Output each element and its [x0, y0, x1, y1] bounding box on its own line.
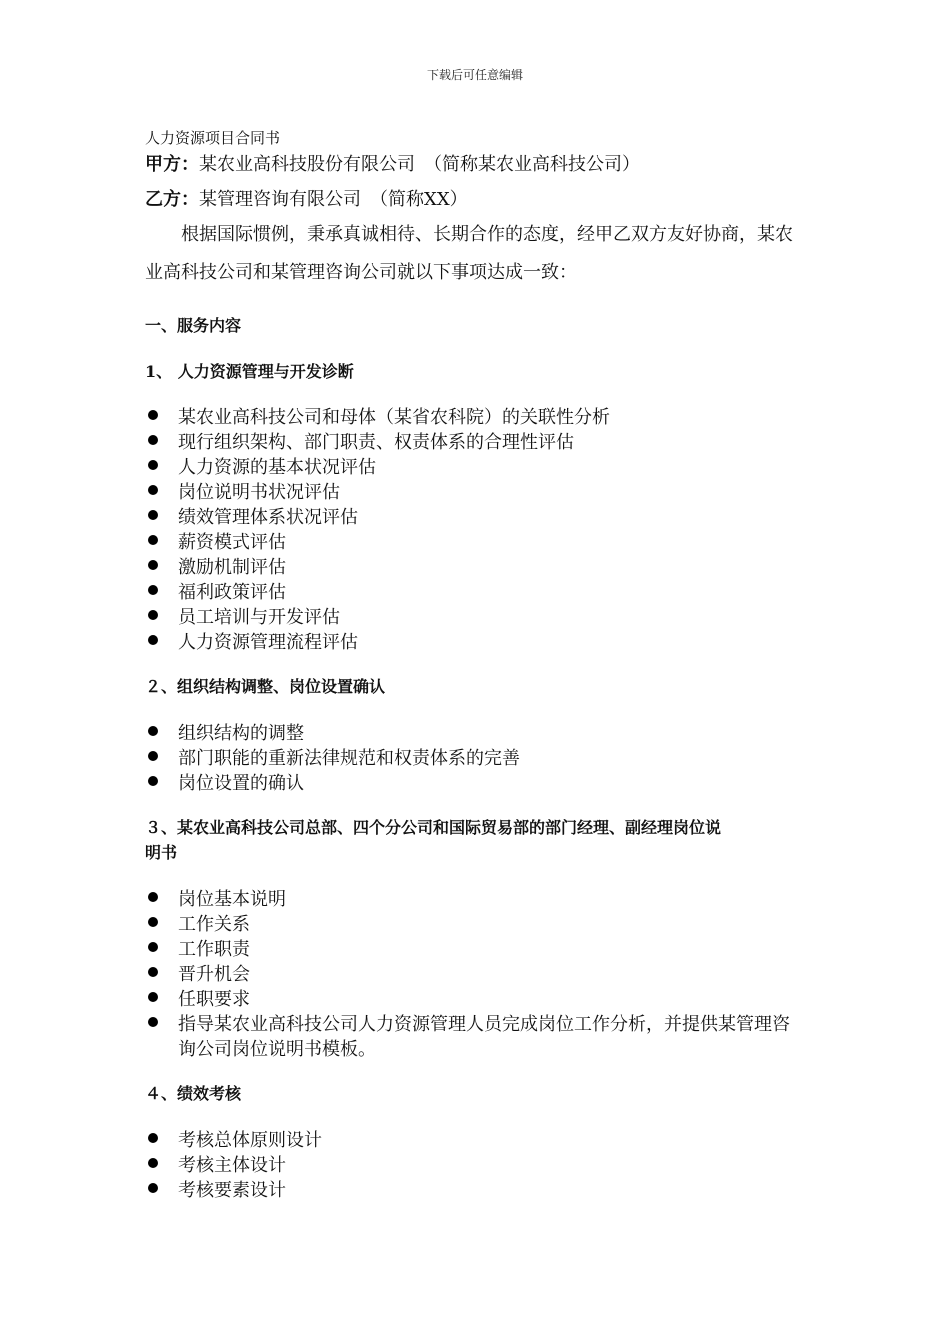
- bullet-icon: [148, 967, 158, 977]
- intro-line-1: 根据国际惯例，秉承真诚相待、长期合作的态度，经甲乙双方友好协商，某农: [181, 224, 793, 245]
- party-b-label: 乙方：: [145, 189, 199, 210]
- bullet-icon: [148, 942, 158, 952]
- subsection-4-heading: ４、绩效考核: [145, 1084, 242, 1103]
- party-b: [145, 185, 468, 211]
- bullet-icon: [148, 485, 158, 495]
- intro-line-2: 业高科技公司和某管理咨询公司就以下事项达成一致：: [145, 262, 577, 283]
- subsection-1-heading: 1、 人力资源管理与开发诊断: [145, 362, 354, 381]
- bullet-icon: [148, 635, 158, 645]
- party-a-label: 甲方：: [145, 154, 199, 175]
- party-a-text: 某农业高科技股份有限公司 （简称某农业高科技公司）: [199, 154, 640, 175]
- bullet-icon: [148, 435, 158, 445]
- section-1-heading: 一、服务内容: [145, 316, 242, 335]
- bullet-icon: [148, 610, 158, 620]
- bullet-icon: [148, 585, 158, 595]
- bullet-icon: [148, 510, 158, 520]
- bullet-icon: [148, 992, 158, 1002]
- bullet-icon: [148, 460, 158, 470]
- bullet-icon: [148, 1133, 158, 1143]
- bullet-icon: [148, 1158, 158, 1168]
- subsection-3-heading-line-2: 明书: [145, 843, 178, 862]
- bullet-icon: [148, 776, 158, 786]
- bullet-icon: [148, 751, 158, 761]
- bullet-icon: [148, 917, 158, 927]
- bullet-icon: [148, 1017, 158, 1027]
- subsection-2-heading: ２、组织结构调整、岗位设置确认: [145, 677, 386, 696]
- party-a: [145, 150, 640, 176]
- bullet-icon: [148, 892, 158, 902]
- bullet-icon: [148, 560, 158, 570]
- bullet-icon: [148, 535, 158, 545]
- bullet-icon: [148, 1183, 158, 1193]
- subsection-3-heading-line-1: ３、某农业高科技公司总部、四个分公司和国际贸易部的部门经理、副经理岗位说: [145, 818, 722, 837]
- page-header: 下载后可任意编辑: [426, 68, 523, 82]
- bullet-icon: [148, 726, 158, 736]
- bullet-icon: [148, 410, 158, 420]
- party-b-text: 某管理咨询有限公司 （简称XX）: [199, 189, 468, 210]
- document-title: 人力资源项目合同书: [145, 129, 281, 147]
